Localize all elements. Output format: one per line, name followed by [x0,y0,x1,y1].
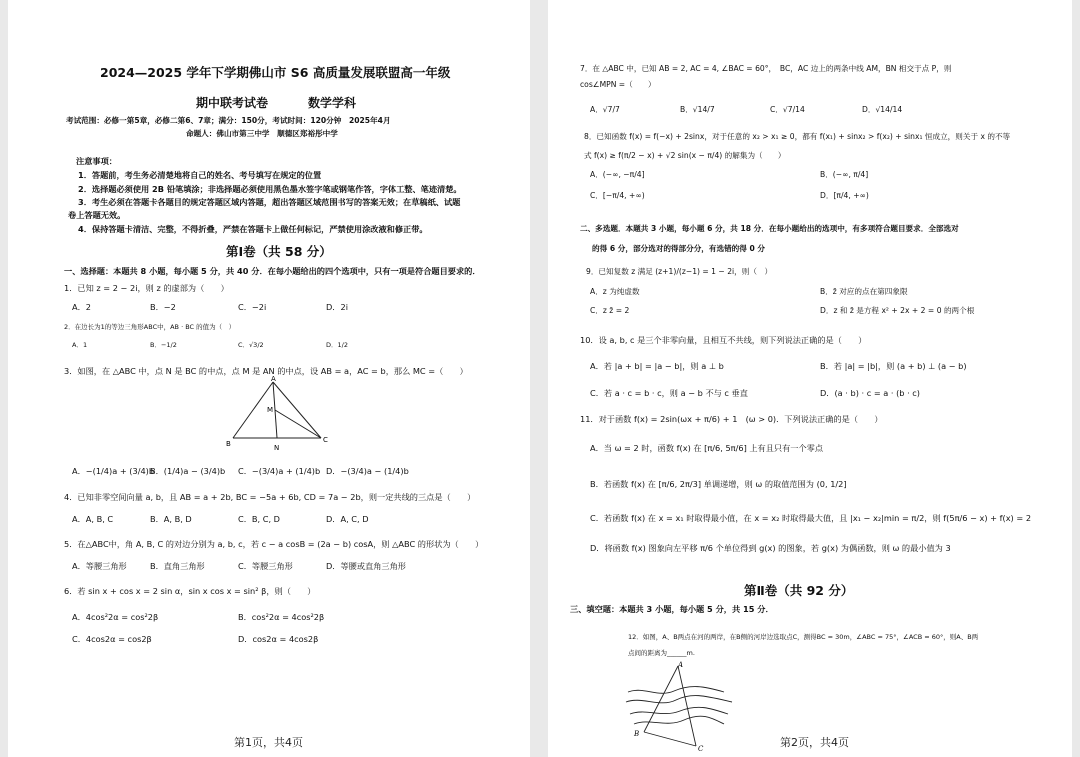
question-10: 10．设 a, b, c 是三个非零向量，且相互不共线，则下列说法正确的是（ ） [580,335,867,345]
label-c: C [698,745,704,753]
q7-option-b: B．√14/7 [680,105,715,114]
label-n: N [274,444,280,452]
q10-option-c: C．若 a · c = b · c，则 a − b 不与 c 垂直 [590,388,748,398]
q3-option-d: D．−(3/4)a − (1/4)b [326,466,409,476]
page-footer: 第2页，共4页 [780,736,849,749]
label-b: B [634,730,640,738]
section-2-header: 二、多选题．本题共 3 小题，每小题 6 分，共 18 分．在每小题给出的选项中，有多项符合题目要求．全部选对 [580,224,959,233]
question-12: 12．如图，A、B两点在河的两岸，在B侧的河岸边选取点C，测得BC = 30m，∠ABC = 75°，∠ACB = 60°，则A、B两 [628,633,979,641]
q4-option-c: C．B, C, D [238,514,280,524]
notice-item: 3．考生必须在答题卡各题目的规定答题区域内答题，超出答题区域范围书写的答案无效；在草稿纸、试题 [78,197,461,207]
q8-option-c: C．[−π/4, +∞) [590,191,645,200]
question-4: 4．已知非零空间向量 a, b，且 AB = a + 2b, BC = −5a + 6b, CD = 7a − 2b，则一定共线的三点是（ ） [64,492,476,502]
q5-option-a: A．等腰三角形 [72,561,127,571]
q4-option-b: B．A, B, D [150,514,192,524]
q2-option-b: B．−1/2 [150,341,177,349]
q3-option-b: B．(1/4)a − (3/4)b [150,466,226,476]
q4-option-d: D．A, C, D [326,514,369,524]
label-c: C [323,436,328,444]
q2-option-a: A．1 [72,341,88,349]
q9-option-d: D．z 和 z̄ 是方程 x² + 2x + 2 = 0 的两个根 [820,306,975,315]
question-8: 8．已知函数 f(x) = f(−x) + 2sinx，对于任意的 x₂ > x₁ ≥ 0，都有 f(x₁) + sinx₂ > f(x₂) + sinx₁ 恒成立，则关于 x 的不等 [584,132,1011,141]
q3-option-a: A．−(1/4)a + (3/4)b [72,466,155,476]
q1-option-d: D．2i [326,302,348,312]
q11-option-a: A．当 ω = 2 时，函数 f(x) 在 [π/6, 5π/6] 上有且只有一个零点 [590,443,824,453]
question-7-cont: cos∠MPN =（ ） [580,80,656,89]
q5-option-d: D．等腰或直角三角形 [326,561,406,571]
exam-page-1 [8,0,530,757]
q7-option-d: D．√14/14 [862,105,903,114]
q11-option-b: B．若函数 f(x) 在 [π/6, 2π/3] 单调递增，则 ω 的取值范围为 (0, 1/2] [590,479,847,489]
label-a: A [678,661,684,669]
q1-option-b: B．−2 [150,302,176,312]
subject-title: 数学学科 [308,96,357,110]
question-12-cont: 点间的距离为______m. [628,649,695,657]
question-11: 11．对于函数 f(x) = 2sin(ωx + π/6) + 1 (ω > 0)．下列说法正确的是（ ） [580,414,883,424]
exam-title: 2024—2025 学年下学期佛山市 S6 高质量发展联盟高一年级 [100,65,451,80]
q6-option-c: C．4cos2α = cos2β [72,634,152,644]
q10-option-b: B．若 |a| = |b|，则 (a + b) ⊥ (a − b) [820,361,967,371]
q3-option-c: C．−(3/4)a + (1/4)b [238,466,321,476]
part-1-header: 第Ⅰ卷（共 58 分） [226,244,332,259]
q9-option-c: C．z z̄ = 2 [590,306,630,315]
label-m: M [267,406,274,414]
section-1-header: 一、选择题：本题共 8 小题，每小题 5 分，共 40 分．在每小题给出的四个选项中，只有一项是符合题目要求的． [64,266,481,276]
notice-item: 2．选择题必须使用 2B 铅笔填涂；非选择题必须使用黑色墨水签字笔或钢笔作答，字体工整、笔迹清楚。 [78,184,462,194]
q4-option-a: A．A, B, C [72,514,114,524]
q5-option-c: C．等腰三角形 [238,561,293,571]
q8-option-d: D．[π/4, +∞) [820,191,869,200]
question-1: 1．已知 z = 2 − 2i，则 z 的虚部为（ ） [64,283,229,293]
notice-title: 注意事项： [76,156,117,166]
q9-option-b: B．z̄ 对应的点在第四象限 [820,287,908,296]
q1-option-c: C．−2i [238,302,267,312]
notice-item: 4．保持答题卡清洁、完整，不得折叠，严禁在答题卡上做任何标记，严禁使用涂改液和修正带。 [78,224,428,234]
q8-option-a: A．(−∞, −π/4] [590,170,645,179]
notice-item: 卷上答题无效。 [68,210,126,220]
exam-page-2 [548,0,1072,757]
q6-option-d: D．cos2α = 4cos2β [238,634,319,644]
q10-option-a: A．若 |a + b| = |a − b|，则 a ⊥ b [590,361,724,371]
river-figure [624,658,744,754]
q2-option-c: C．√3/2 [238,341,264,349]
q11-option-c: C．若函数 f(x) 在 x = x₁ 时取得最小值，在 x = x₂ 时取得最大值，且 |x₁ − x₂|min = π/2，则 f(5π/6 − x) + f(x) = 2 [590,513,1032,523]
exam-scope: 考试范围：必修一第5章，必修二第6、7章；满分：150分，考试时间：120分钟 2025年4月 [66,116,391,125]
page-footer: 第1页，共4页 [234,736,303,749]
q10-option-d: D．(a · b) · c = a · (b · c) [820,388,920,398]
label-a: A [271,376,276,383]
question-2: 2．在边长为1的等边三角形ABC中，AB · BC 的值为（ ） [64,323,236,331]
question-3: 3．如图，在 △ABC 中，点 N 是 BC 的中点，点 M 是 AN 的中点，设 AB = a，AC = b，那么 MC =（ ） [64,366,468,376]
exam-subtitle: 期中联考试卷 [196,96,269,110]
q8-option-b: B．(−∞, π/4] [820,170,869,179]
question-6: 6．若 sin x + cos x = 2 sin α，sin x cos x = sin² β，则（ ） [64,586,316,596]
section-3-header: 三、填空题：本题共 3 小题，每小题 5 分，共 15 分． [570,604,774,614]
q7-option-c: C．√7/14 [770,105,805,114]
exam-authors: 命题人：佛山市第三中学 顺德区郑裕彤中学 [186,129,338,138]
triangle-figure [223,376,333,456]
q1-option-a: A．2 [72,302,91,312]
q5-option-b: B．直角三角形 [150,561,205,571]
question-9: 9．已知复数 z 满足 (z+1)/(z−1) = 1 − 2i，则（ ） [586,267,773,276]
notice-item: 1．答题前，考生务必清楚地将自己的姓名、考号填写在规定的位置 [78,170,322,180]
q6-option-b: B．cos²2α = 4cos²2β [238,612,325,622]
q7-option-a: A．√7/7 [590,105,620,114]
section-2-header-cont: 的得 6 分，部分选对的得部分分，有选错的得 0 分 [592,244,766,253]
part-2-header: 第Ⅱ卷（共 92 分） [744,583,854,598]
q11-option-d: D．将函数 f(x) 图象向左平移 π/6 个单位得到 g(x) 的图象，若 g(x) 为偶函数，则 ω 的最小值为 3 [590,543,951,553]
question-8-cont: 式 f(x) ≥ f(π/2 − x) + √2 sin(x − π/4) 的解集为（ ） [584,151,786,160]
q6-option-a: A．4cos²2α = cos²2β [72,612,159,622]
question-5: 5．在△ABC中，角 A, B, C 的对边分别为 a, b, c，若 c − a cosB = (2a − b) cosA，则 △ABC 的形状为（ ） [64,539,484,549]
q2-option-d: D．1/2 [326,341,348,349]
q9-option-a: A．z 为纯虚数 [590,287,640,296]
question-7: 7．在 △ABC 中，已知 AB = 2, AC = 4, ∠BAC = 60°， BC，AC 边上的两条中线 AM，BN 相交于点 P，则 [580,64,952,73]
label-b: B [226,440,231,448]
